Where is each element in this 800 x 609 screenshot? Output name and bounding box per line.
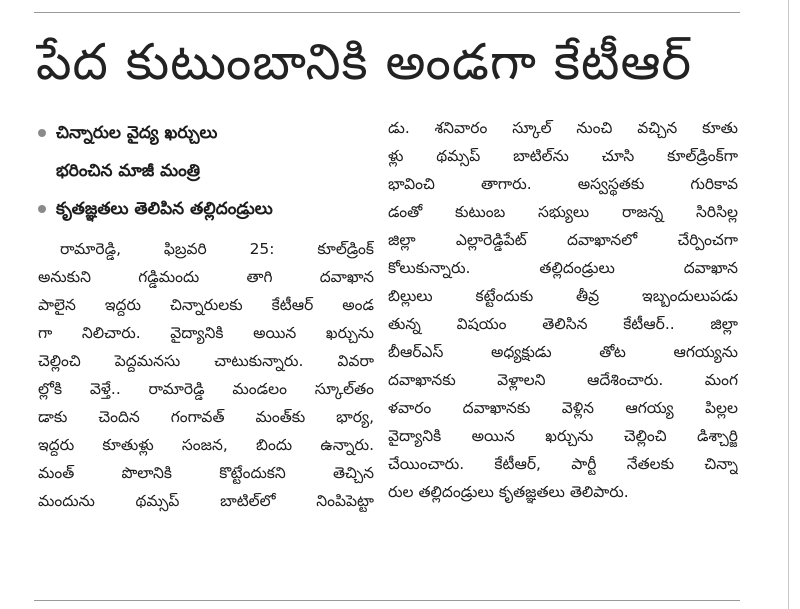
body-text-line: బిల్లులు కట్టేందుకు తీవ్ర ఇబ్బందులుపడు — [388, 287, 738, 305]
body-text-line: ల్లోకి వెళ్తే.. రామారెడ్డి మండలం స్కూల్‌తం — [38, 380, 374, 398]
body-text-line: మందును థమ్సప్ బాటిల్‌లో నింపిపెట్టా — [38, 492, 374, 510]
body-text-line: మంత్ పొలానికి కొట్టేందుకని తెచ్చిన — [38, 464, 374, 482]
body-text-line: డంతో కుటుంబ సభ్యులు రాజన్న సిరిసిల్ల — [388, 203, 738, 221]
body-text-line: డాకు చెందిన గంగావత్ మంత్‌కు భార్య, — [38, 408, 374, 426]
body-text-line: కోలుకున్నారు. తల్లిదండ్రులు దవాఖాన — [388, 259, 738, 277]
body-text-line: తున్న విషయం తెలిసిన కేటీఆర్.. జిల్లా — [388, 315, 738, 333]
highlight-continuation — [38, 152, 374, 190]
body-text-line: ఇద్దరు కూతుళ్లు సంజన, బిందు ఉన్నారు. — [38, 436, 374, 454]
body-text-line: గా నిలిచారు. వైద్యానికి అయిన ఖర్చును — [38, 324, 374, 342]
body-text-line: వైద్యానికి అయిన ఖర్చును చెల్లించి డిశ్చార్జి — [388, 427, 738, 445]
body-text-line: బీఆర్ఎస్ అధ్యక్షుడు తోట ఆగయ్యను — [388, 343, 738, 361]
body-text-line: డు. శనివారం స్కూల్ నుంచి వచ్చిన కూతు — [388, 119, 738, 137]
bullet-dot-icon — [38, 129, 46, 137]
bullet-dot-icon — [38, 205, 46, 213]
body-text-line: ళవారం దవాఖానకు వెళ్లిన ఆగయ్య పిల్లల — [388, 399, 738, 417]
article-headline: పేద కుటుంబానికి అండగా కేటీఆర్ — [36, 33, 693, 91]
body-text-line: పాలైన ఇద్దరు చిన్నారులకు కేటీఆర్ అండ — [38, 296, 374, 314]
highlight-bullet — [38, 190, 374, 228]
highlight-bullet — [38, 114, 374, 152]
article-column-right — [388, 114, 738, 506]
bottom-divider — [34, 600, 740, 601]
body-text-line: రుల తల్లిదండ్రులు కృతజ్ఞతలు తెలిపారు. — [388, 483, 629, 501]
body-text-line: రామారెడ్డి, ఫిబ్రవరి 25: కూల్‌డ్రింక్ — [60, 240, 374, 258]
body-text-line: భావించి తాగారు. అస్వస్థతకు గురికావ — [388, 175, 738, 193]
highlight-text: భరించిన మాజీ మంత్రి — [56, 161, 201, 181]
highlight-text: చిన్నారుల వైద్య ఖర్చులు — [56, 123, 218, 143]
article-column-left — [38, 114, 374, 515]
page-edge — [788, 0, 789, 609]
highlight-text: కృతజ్ఞతలు తెలిపిన తల్లిదండ్రులు — [56, 199, 273, 219]
body-text-line: చెల్లించి పెద్దమనసు చాటుకున్నారు. వివరా — [38, 352, 374, 370]
body-text-line: జిల్లా ఎల్లారెడ్డిపేట్ దవాఖానలో చేర్పించగా — [388, 231, 738, 249]
body-text-line: దవాఖానకు వెళ్లాలని ఆదేశించారు. మంగ — [388, 371, 738, 389]
body-text-line: ళ్లు థమ్సప్ బాటిల్‌ను చూసి కూల్‌డ్రింక్‌గా — [388, 147, 738, 165]
body-text-line: చేయించారు. కేటీఆర్, పార్టీ నేతలకు చిన్నా — [388, 455, 738, 473]
top-divider — [34, 12, 740, 13]
body-text-line: అనుకుని గడ్డిమందు తాగి దవాఖాన — [38, 268, 374, 286]
